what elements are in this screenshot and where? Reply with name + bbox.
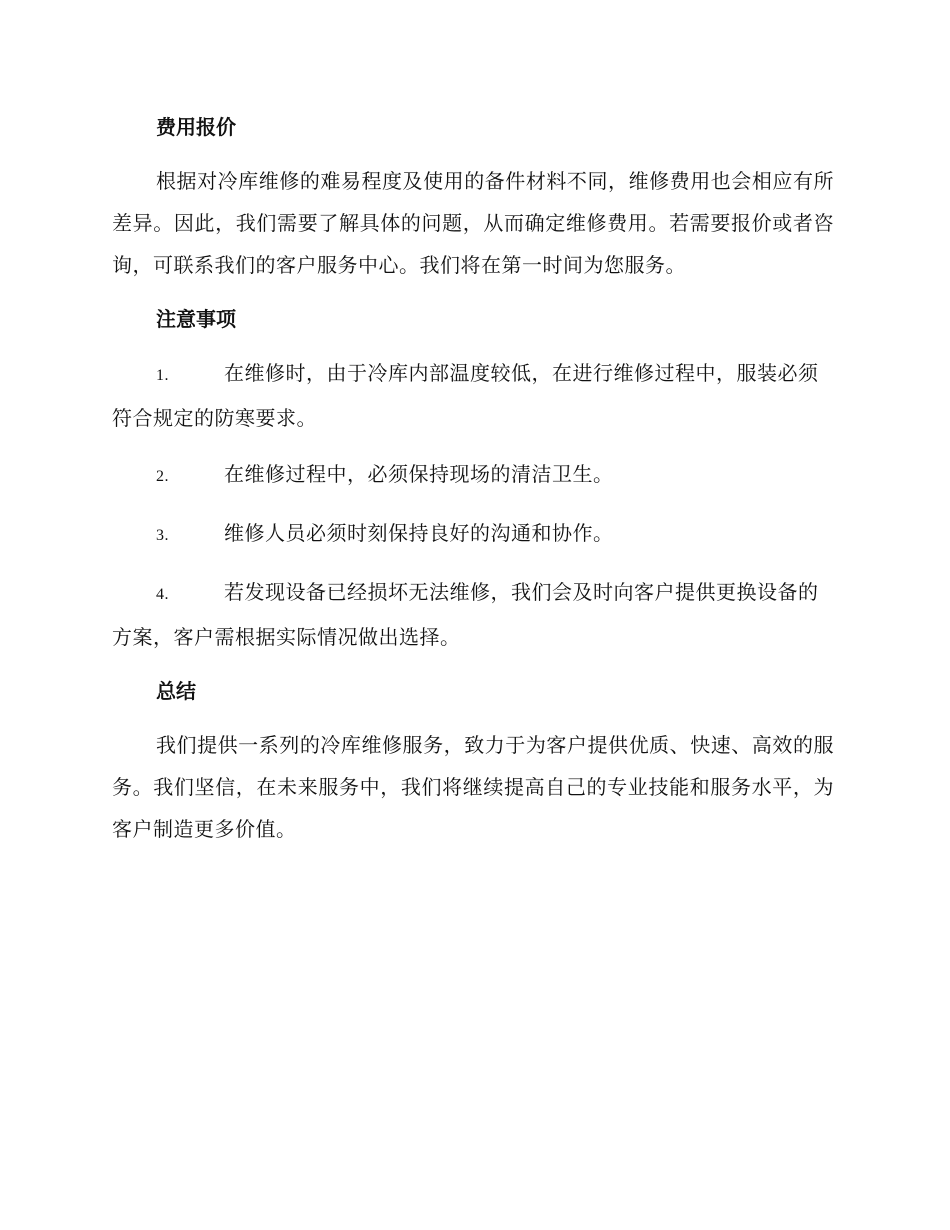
- list-item-text: 若发现设备已经损坏无法维修，我们会及时向客户提供更换设备的方案，客户需根据实际情况做出选择。: [112, 580, 819, 649]
- pricing-paragraph: 根据对冷库维修的难易程度及使用的备件材料不同，维修费用也会相应有所差异。因此，我们需要了解具体的问题，从而确定维修费用。若需要报价或者咨询，可联系我们的客户服务中心。我们将在第一时间为您服务。: [112, 169, 834, 277]
- list-item: [112, 453, 834, 498]
- summary-paragraph: 我们提供一系列的冷库维修服务，致力于为客户提供优质、快速、高效的服务。我们坚信，在未来服务中，我们将继续提高自己的专业技能和服务水平，为客户制造更多价值。: [112, 733, 834, 841]
- section-heading-notes: 注意事项: [156, 307, 236, 331]
- list-item: [112, 571, 834, 658]
- list-item-number: 3.: [156, 527, 169, 544]
- list-item: [112, 352, 834, 439]
- list-item-text: 维修人员必须时刻保持良好的沟通和协作。: [224, 521, 614, 545]
- section-heading-summary: 总结: [156, 679, 196, 703]
- list-item-number: 4.: [156, 586, 169, 603]
- list-item-text: 在维修过程中，必须保持现场的清洁卫生。: [224, 462, 614, 486]
- list-item-number: 1.: [156, 367, 169, 384]
- document-content: [112, 108, 834, 864]
- list-item: [112, 512, 834, 557]
- list-item-text: 在维修时，由于冷库内部温度较低，在进行维修过程中，服装必须符合规定的防寒要求。: [112, 361, 819, 430]
- section-heading-pricing: 费用报价: [156, 115, 236, 139]
- list-item-number: 2.: [156, 468, 169, 485]
